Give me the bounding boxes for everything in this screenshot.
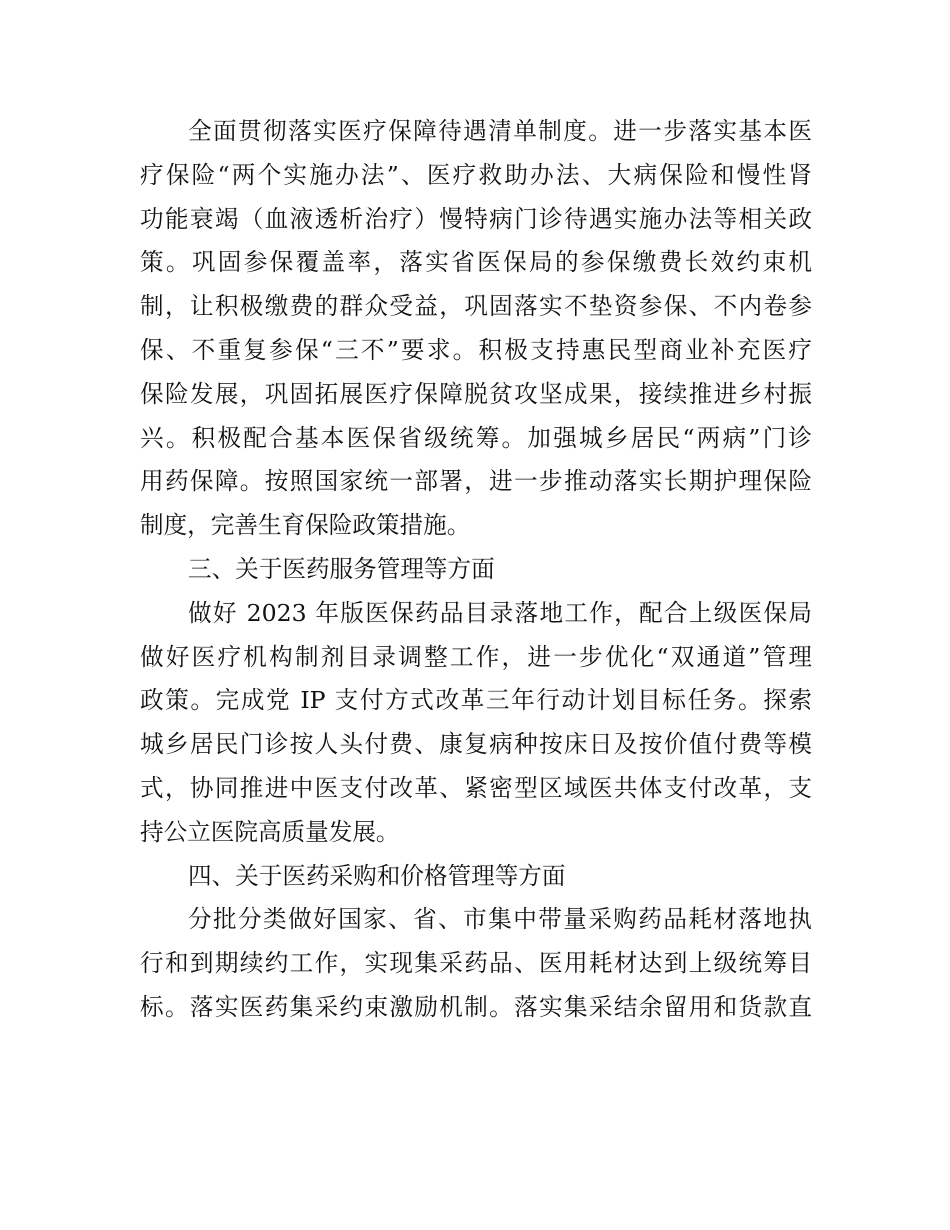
paragraph-line: 制，让积极缴费的群众受益，巩固落实不垫资参保、不内卷参: [140, 292, 812, 321]
paragraph-line: 保、不重复参保“三不”要求。积极支持惠民型商业补充医疗: [140, 335, 812, 364]
paragraph-line: 标。落实医药集采约束激励机制。落实集采结余留用和货款直: [140, 992, 812, 1021]
paragraph-line: 全面贯彻落实医疗保障待遇清单制度。进一步落实基本医: [188, 117, 812, 145]
paragraph-line: 功能衰竭（血液透析治疗）慢特病门诊待遇实施办法等相关政: [140, 204, 812, 233]
paragraph-line: 持公立医院高质量发展。: [140, 817, 400, 846]
document-body: [140, 110, 812, 1030]
section-heading-3: 三、关于医药服务管理等方面: [188, 554, 495, 583]
paragraph-line: 做好医疗机构制剂目录调整工作，进一步优化“双通道”管理: [140, 642, 812, 671]
paragraph-line: 疗保险“两个实施办法”、医疗救助办法、大病保险和慢性肾: [140, 160, 812, 189]
paragraph-line: 用药保障。按照国家统一部署，进一步推动落实长期护理保险: [140, 467, 812, 496]
paragraph-line: 保险发展，巩固拓展医疗保障脱贫攻坚成果，接续推进乡村振: [140, 379, 812, 408]
paragraph-line: 分批分类做好国家、省、市集中带量采购药品耗材落地执: [188, 905, 812, 934]
paragraph-line: 行和到期续约工作，实现集采药品、医用耗材达到上级统筹目: [140, 949, 812, 978]
paragraph-line: 制度，完善生育保险政策措施。: [140, 511, 471, 540]
paragraph-line: 政策。完成党 IP 支付方式改革三年行动计划目标任务。探索: [140, 686, 812, 715]
section-heading-4: 四、关于医药采购和价格管理等方面: [188, 861, 566, 890]
paragraph-line: 兴。积极配合基本医保省级统筹。加强城乡居民“两病”门诊: [140, 423, 812, 452]
paragraph-line: 做好 2023 年版医保药品目录落地工作，配合上级医保局: [188, 598, 812, 627]
paragraph-line: 城乡居民门诊按人头付费、康复病种按床日及按价值付费等模: [140, 730, 812, 759]
paragraph-line: 策。巩固参保覆盖率，落实省医保局的参保缴费长效约束机: [140, 248, 812, 277]
paragraph-line: 式，协同推进中医支付改革、紧密型区域医共体支付改革，支: [140, 773, 812, 802]
